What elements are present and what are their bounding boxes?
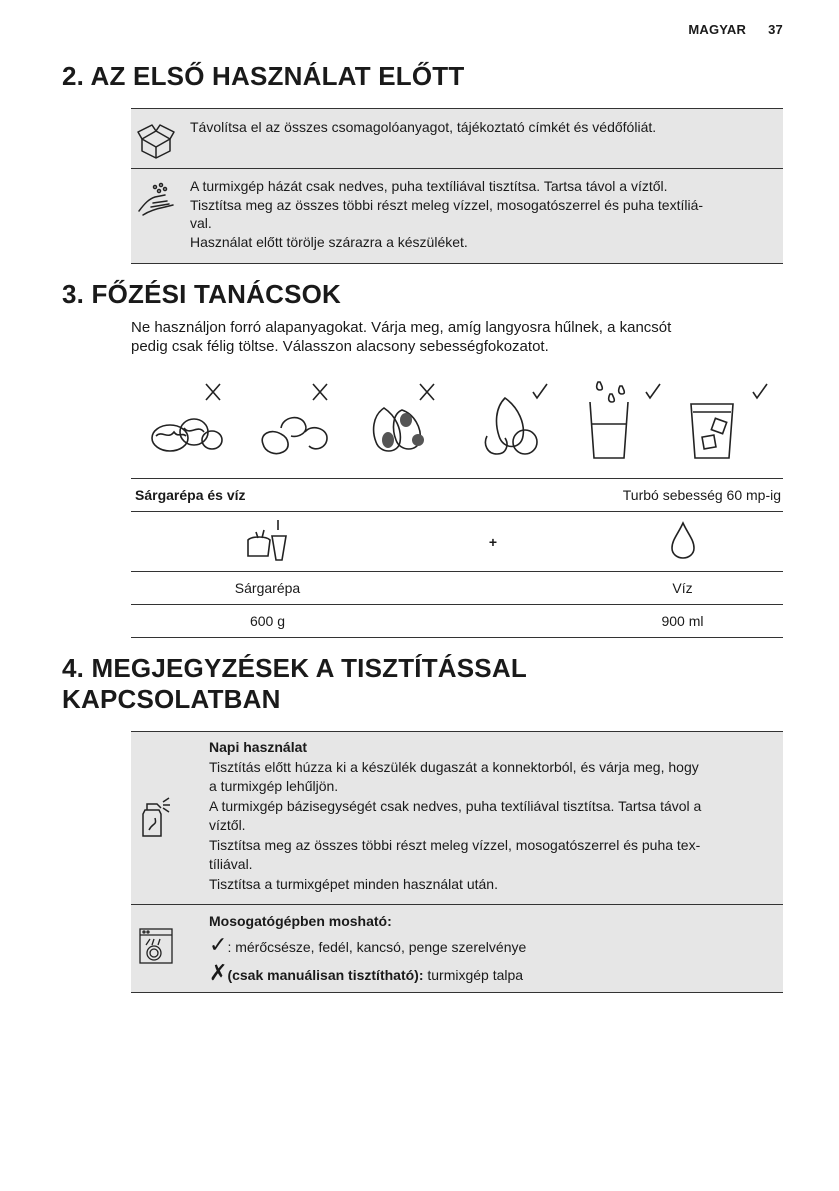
daily-use-line: Tisztítás előtt húzza ki a készülék dugaszát a konnektorból, és várja meg, hogy (209, 758, 699, 775)
intro-line: Ne használjon forró alapanyagokat. Várja meg, amíg langyosra hűlnek, a kancsót (131, 319, 672, 336)
first-use-line: Távolítsa el az összes csomagolóanyagot, tájékoztató címkét és védőfóliát. (190, 119, 657, 135)
dishwasher-yes-text: : mérőcsésze, fedél, kancsó, penge szerelvénye (227, 939, 527, 955)
first-use-row (131, 109, 783, 169)
dishwasher-no-bold: (csak manuálisan tisztítható): (227, 967, 424, 983)
first-use-line: A turmixgép házát csak nedves, puha textíliával tisztítsa. Tartsa távol a víztől. (190, 178, 668, 194)
dishwasher-heading: Mosogatógépben mosható: (209, 913, 392, 929)
daily-use-line: A turmixgép bázisegységét csak nedves, puha textíliával tisztítsa. Tartsa távol a (209, 797, 702, 814)
cross-mark-icon: ✗ (209, 960, 228, 985)
recipe-names-row (131, 572, 783, 605)
pitted-fruit-icon (469, 380, 579, 460)
empty-cell (404, 605, 582, 638)
recipe-table (131, 478, 783, 638)
ingredient-amount: 900 ml (582, 605, 783, 638)
spray-bottle-icon (131, 796, 181, 840)
dishwasher-no-text: turmixgép talpa (423, 967, 524, 983)
section-4-title-line: KAPCSOLATBAN (62, 684, 281, 714)
daily-use-row (131, 732, 783, 905)
carrot-icon (131, 512, 404, 572)
first-use-row (131, 169, 783, 264)
first-use-line: Tisztítsa meg az összes többi részt meleg vízzel, mosogatószerrel és puha textíliá- (190, 196, 704, 213)
cooking-intro (131, 318, 771, 356)
package-icon (131, 117, 181, 159)
first-use-line: Használat előtt törölje szárazra a készüléket. (190, 233, 468, 250)
section-2-title: 2. AZ ELSŐ HASZNÁLAT ELŐTT (62, 61, 465, 91)
page-number: 37 (768, 22, 783, 37)
beans-icon (255, 380, 365, 460)
section-4-title-line: 4. MEGJEGYZÉSEK A TISZTÍTÁSSAL (62, 653, 527, 683)
nuts-icon (148, 380, 258, 460)
ingredient-name: Víz (582, 572, 783, 605)
ingredient-amount: 600 g (131, 605, 404, 638)
cleaning-box (131, 731, 783, 993)
page-header (688, 22, 783, 37)
cold-liquid-glass-icon (576, 380, 686, 460)
fruit-with-pits-icon (362, 380, 472, 460)
recipe-title: Sárgarépa és víz (131, 479, 582, 512)
plus-sign: + (404, 512, 582, 572)
daily-use-line: Tisztítsa a turmixgépet minden használat után. (209, 875, 498, 892)
language-label: MAGYAR (688, 22, 747, 37)
recipe-header-row (131, 479, 783, 512)
ingredient-name: Sárgarépa (131, 572, 404, 605)
first-use-box (131, 108, 783, 264)
dishwasher-row (131, 905, 783, 993)
section-3-title: 3. FŐZÉSI TANÁCSOK (62, 279, 342, 309)
daily-use-line: víztől. (209, 817, 246, 833)
water-drop-icon (582, 512, 783, 572)
recipe-icon-row (131, 512, 783, 572)
empty-cell (404, 572, 582, 605)
daily-use-line: tíliával. (209, 856, 253, 872)
section-4-title (62, 653, 527, 715)
daily-use-line: a turmixgép lehűljön. (209, 778, 339, 794)
recipe-amounts-row (131, 605, 783, 638)
wash-hand-icon (131, 181, 181, 219)
dishwasher-no-line (209, 961, 775, 987)
dishwasher-yes-line (209, 931, 775, 961)
intro-line: pedig csak félig töltse. Válasszon alacsony sebességfokozatot. (131, 338, 549, 355)
daily-use-heading: Napi használat (209, 739, 308, 755)
dishwasher-icon (131, 927, 181, 965)
first-use-line: val. (190, 215, 212, 231)
check-mark-icon: ✓ (209, 932, 228, 957)
daily-use-line: Tisztítsa meg az összes többi részt meleg vízzel, mosogatószerrel és puha tex- (209, 836, 701, 853)
recipe-setting: Turbó sebesség 60 mp-ig (582, 479, 783, 512)
ice-glass-icon (683, 380, 793, 460)
